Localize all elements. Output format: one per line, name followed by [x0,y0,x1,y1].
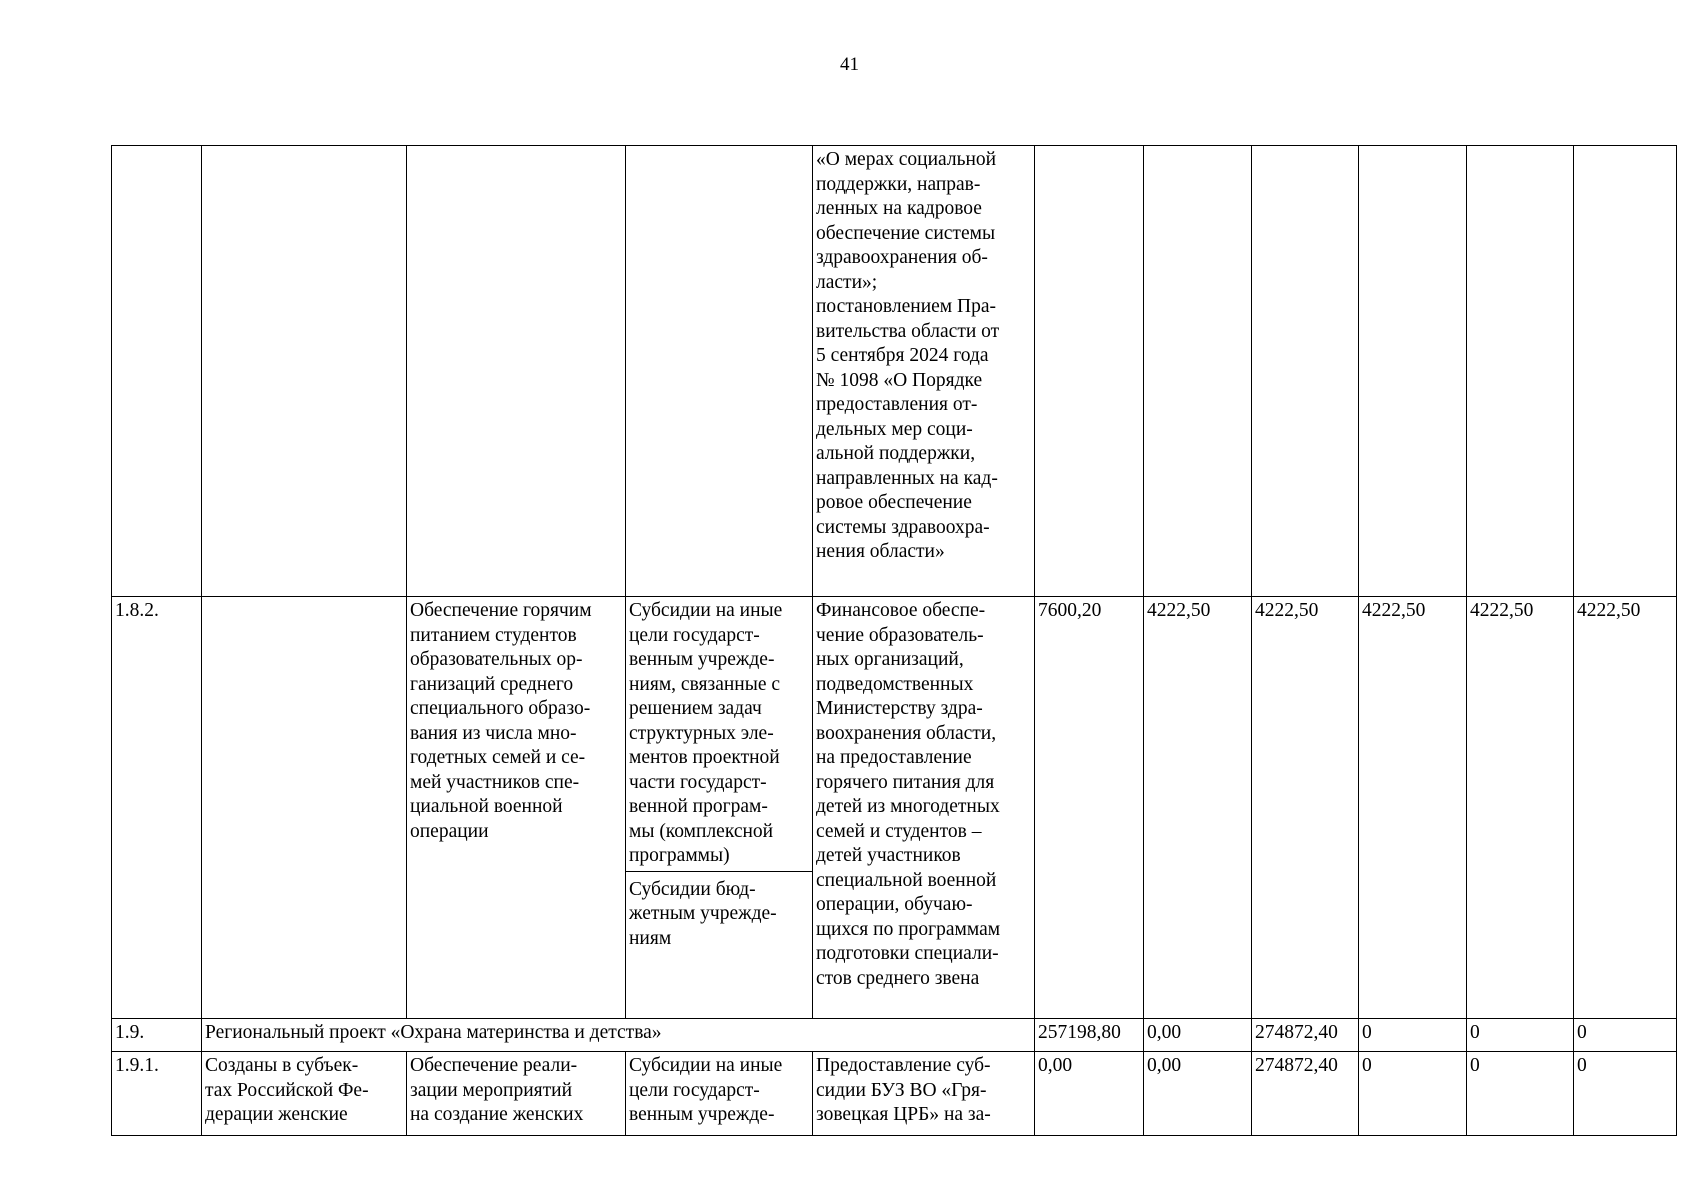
cell-value [1144,146,1252,597]
cell-task: Созданы в субъек- тах Российской Фе- дерации женские [202,1052,407,1136]
cell-task [202,597,407,1019]
table-row-1-9-1 [112,1052,1677,1136]
cell-measure: Обеспечение реали- зации мероприятий на создание женских [407,1052,626,1136]
cell-expense-type [626,146,813,597]
cell-value: 4222,50 [1467,597,1574,1019]
cell-value: 4222,50 [1144,597,1252,1019]
cell-value [1359,146,1467,597]
cell-number: 1.9. [112,1019,202,1052]
cell-number: 1.9.1. [112,1052,202,1136]
cell-number: 1.8.2. [112,597,202,1019]
cell-value: 0,00 [1144,1052,1252,1136]
cell-legal-basis: «О мерах социальной поддержки, направ- ленных на кадровое обеспечение системы здравоохранения об- ласти»; постановлением Пра- вительства области от 5 сентября 2024 года № 1098 «О Порядке предоставления от- дельных мер соци- альной поддержки, направленных на кад- ровое обеспечение системы здравоохра- нения области» [813,146,1035,597]
cell-value: 7600,20 [1035,597,1144,1019]
cell-value: 4222,50 [1574,597,1677,1019]
program-table [111,145,1677,1136]
cell-value [1035,146,1144,597]
cell-value: 0 [1359,1019,1467,1052]
cell-measure: Обеспечение горячим питанием студентов образовательных ор- ганизаций среднего специального образо- вания из числа мно- годетных семей и се- мей участников спе- циальной военной операции [407,597,626,1019]
cell-number [112,146,202,597]
expense-type-subsidy-budget: Субсидии бюд- жетным учрежде- ниям [629,878,777,949]
cell-value: 0 [1574,1019,1677,1052]
cell-value: 0 [1359,1052,1467,1136]
expense-type-subsidy-other: Субсидии на иные цели государст- венным учрежде- ниям, связанные с решением задач структурных эле- ментов проектной части государст- венной програм- мы (комплексной программы) [626,599,812,872]
cell-value: 4222,50 [1252,597,1359,1019]
table-row-1-9 [112,1019,1677,1052]
cell-value: 274872,40 [1252,1019,1359,1052]
cell-expense-type [626,597,813,1019]
cell-value: 0,00 [1144,1019,1252,1052]
table-row-1-8-2 [112,597,1677,1019]
cell-project-title: Региональный проект «Охрана материнства и детства» [202,1019,1035,1052]
cell-value: 4222,50 [1359,597,1467,1019]
cell-value [1467,146,1574,597]
cell-value: 0 [1467,1052,1574,1136]
page-number: 41 [840,54,859,75]
table-row-continuation [112,146,1677,597]
cell-value: 257198,80 [1035,1019,1144,1052]
cell-value [1574,146,1677,597]
cell-value: 274872,40 [1252,1052,1359,1136]
cell-value [1252,146,1359,597]
cell-description: Предоставление суб- сидии БУЗ ВО «Гря- зовецкая ЦРБ» на за- [813,1052,1035,1136]
cell-expense-type: Субсидии на иные цели государст- венным учрежде- [626,1052,813,1136]
cell-value: 0 [1574,1052,1677,1136]
cell-task [202,146,407,597]
cell-value: 0 [1467,1019,1574,1052]
cell-value: 0,00 [1035,1052,1144,1136]
cell-measure [407,146,626,597]
cell-description: Финансовое обеспе- чение образователь- ных организаций, подведомственных Министерству здра- воохранения области, на предоставление горячего питания для детей из многодетных семей и студентов – детей участников специальной военной операции, обучаю- щихся по программам подготовки специали- стов среднего звена [813,597,1035,1019]
